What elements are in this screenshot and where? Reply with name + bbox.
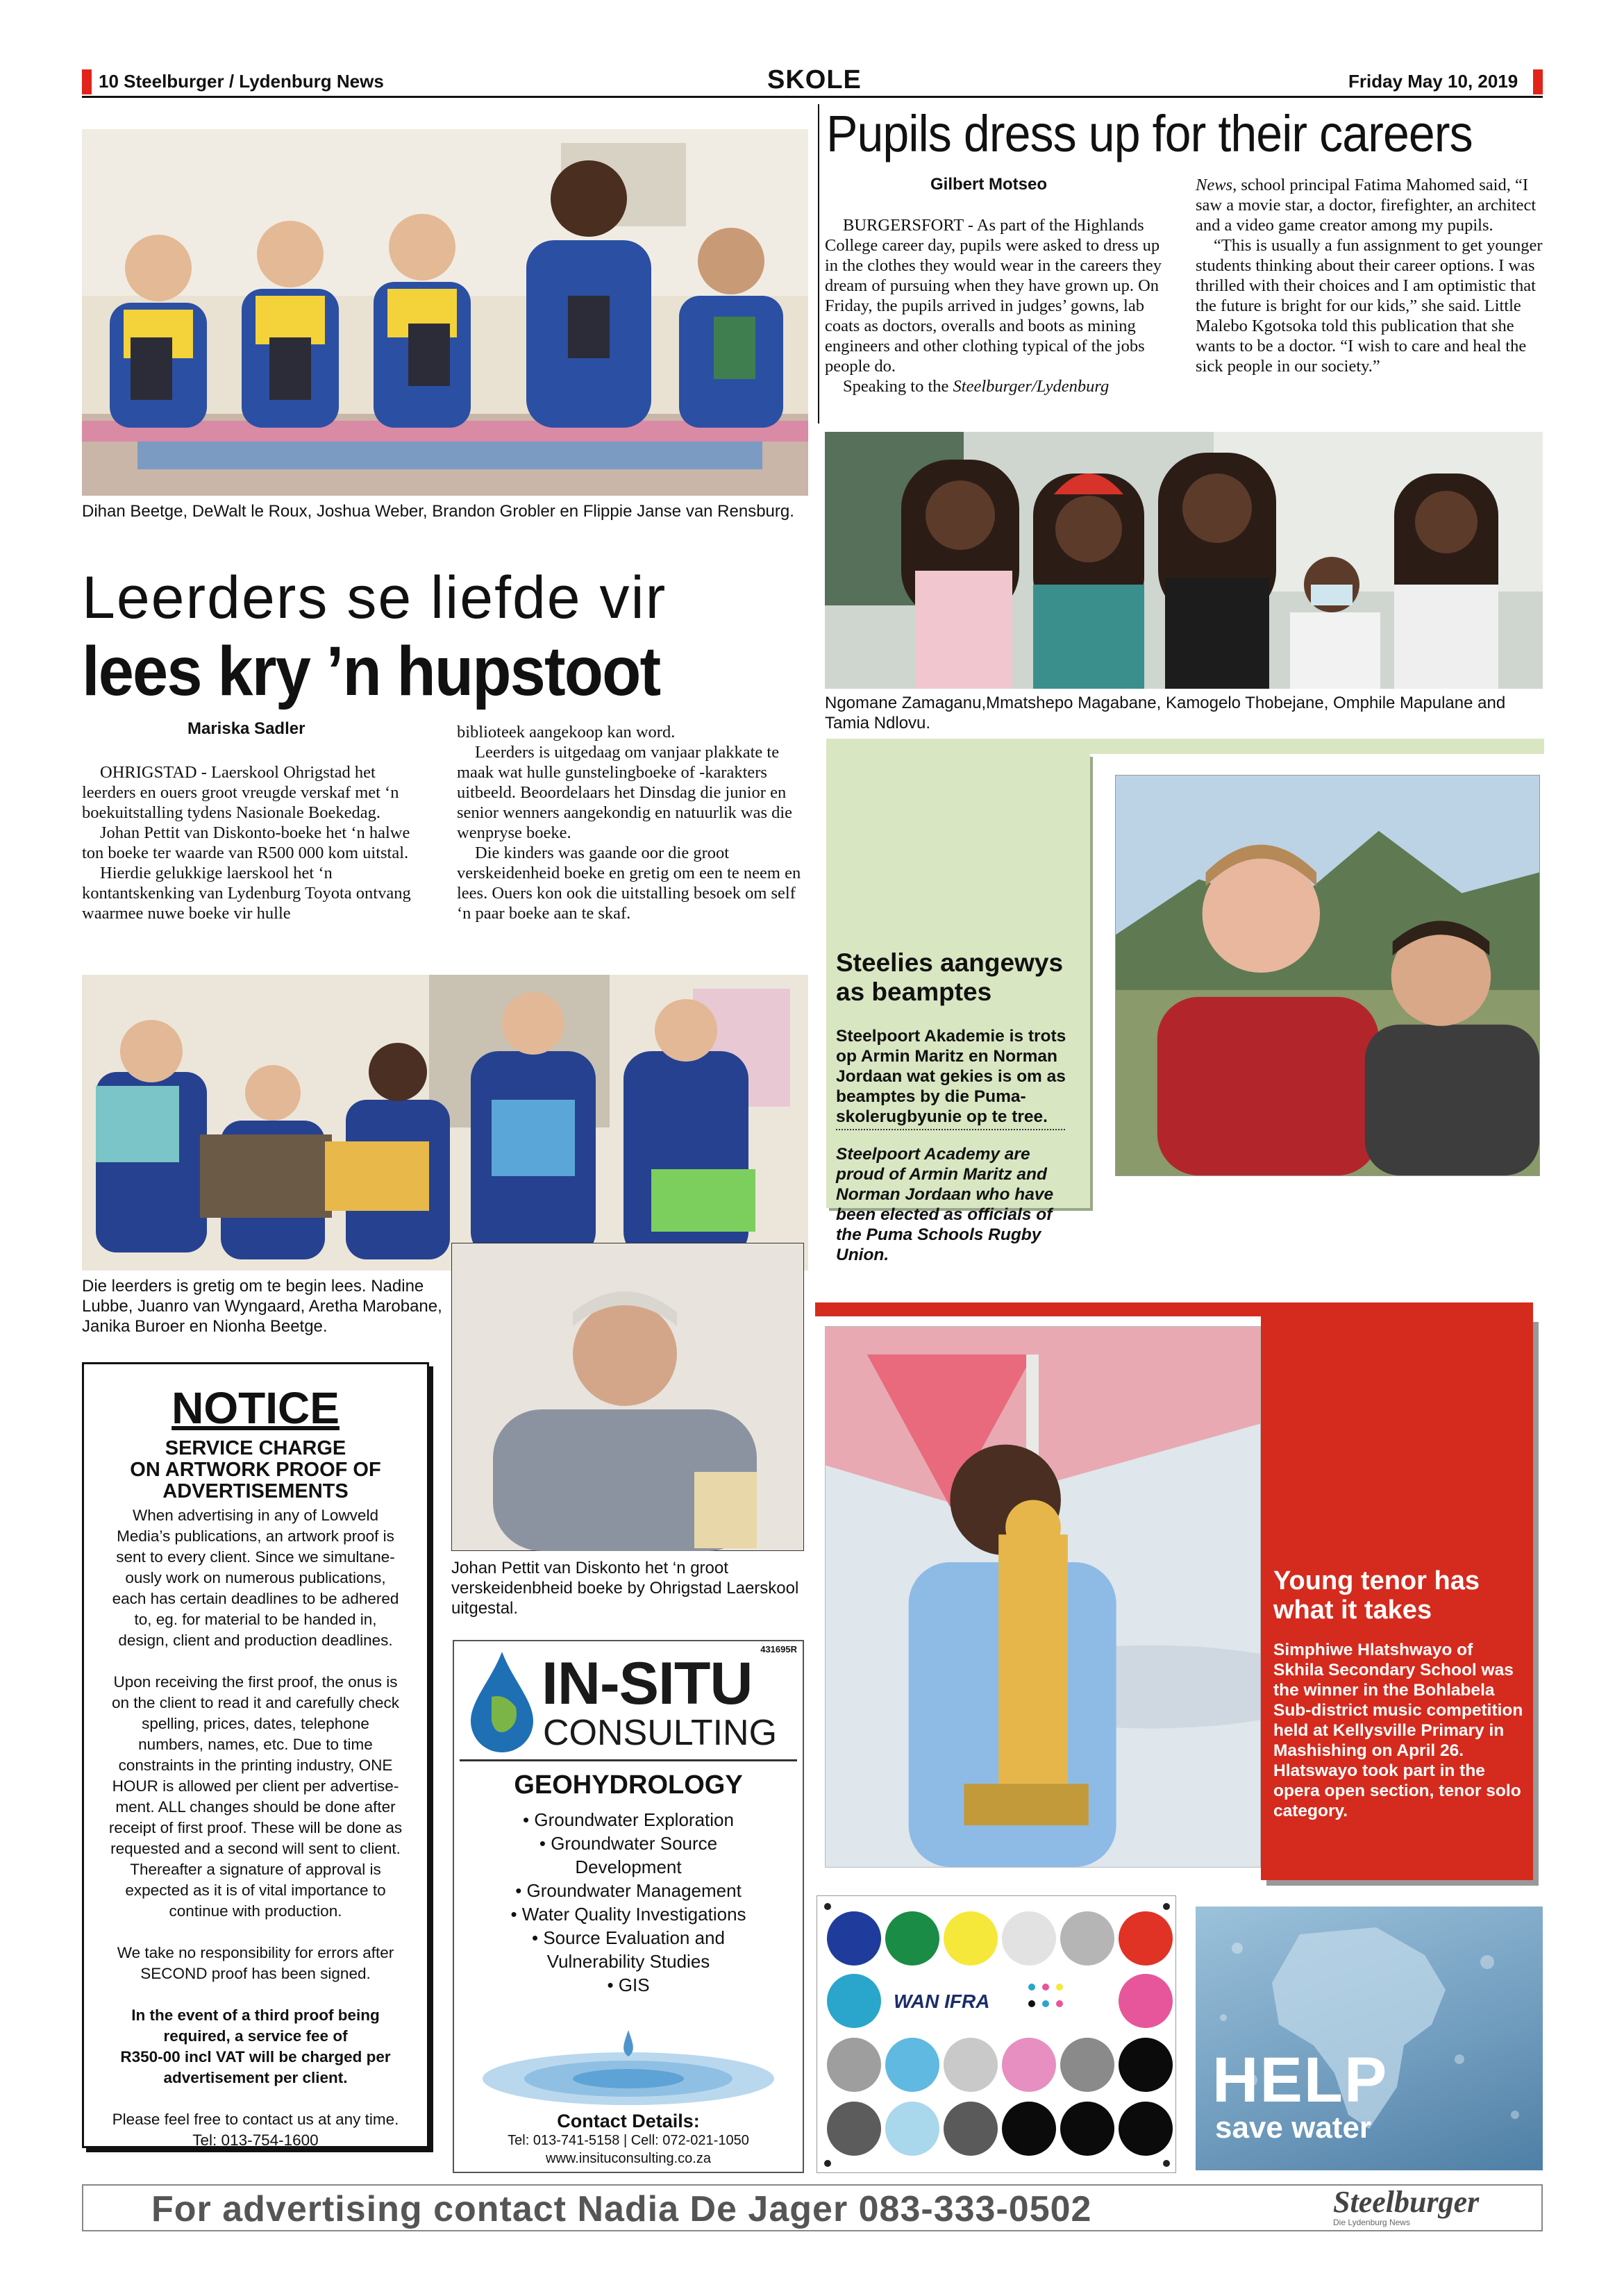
help-ad-line2: save water [1215,2111,1372,2145]
insitu-service-item: Development [575,1857,682,1877]
help-save-water-ad [1196,1907,1543,2170]
notice-line: advertisement per client. [163,2069,348,2086]
photo-johan-pettit [451,1243,804,1551]
notice-line: Tel: 013-754-1600 [192,2131,319,2149]
photo-reading-pupils [82,975,808,1271]
water-ripple-graphic [475,2023,782,2106]
tenor-body: Simphiwe Hlatshwayo of Skhila Secondary School was the winner in the Bohlabela Sub-district music competition held at Kellysville Primary in Mashishing on April 26. Hlatswayo took part in the opera open section, tenor solo category. [1273,1641,1523,1820]
steelies-english: Steelpoort Academy are proud of Armin Maritz and Norman Jordaan who have been elected as officials of the Puma Schools Rugby Union. [836,1145,1054,1264]
registration-mark-icon [824,2160,831,2167]
steelies-section [826,739,1544,1264]
column-divider [818,104,819,424]
notice-paragraph-3 [84,1943,427,1984]
photo-career-pupils [825,432,1543,689]
insitu-service-item: • Water Quality Investigations [510,1904,746,1925]
footer-bar [82,2184,1543,2231]
color-swatch [944,2102,998,2156]
notice-paragraph-1 [84,1505,427,1651]
photo-tenor [825,1326,1261,1868]
insitu-contact-title: Contact Details: [557,2111,700,2131]
notice-line: spelling, prices, dates, telephone [142,1715,369,1732]
notice-line: When advertising in any of Lowveld [133,1507,378,1524]
color-swatch [1002,1911,1056,1966]
header-date: Friday May 10, 2019 [1348,71,1518,92]
leerders-column-2 [457,722,804,923]
pupils-col2-p2: “This is usually a fun assignment to get younger students thinking about their career options. I was thrilled with their choices and I am optimistic that the future is bright for our kids,” she said. Little Malebo Kgotsoka told this publication that she wants to be a doctor. “I wish to care and heal the sick people in our society.” [1196,236,1543,376]
leerders-col2-p1: biblioteek aangekoop kan word. [457,723,676,741]
color-swatch [1060,2102,1114,2156]
insitu-brand-line1: IN-SITU [542,1650,753,1717]
insitu-brand-line2: CONSULTING [543,1713,778,1753]
color-swatch [885,1911,939,1966]
header-left-marker [82,69,92,94]
notice-line: ment. ALL changes should be done after [115,1798,396,1816]
insitu-contact-web: www.insituconsulting.co.za [546,2151,711,2166]
notice-line: In the event of a third proof being [131,2006,380,2024]
header-rule [82,96,1543,98]
insitu-ref: 431695R [760,1644,797,1654]
header-left-text: 10 Steelburger / Lydenburg News [99,71,384,92]
color-swatch [1002,2038,1056,2092]
notice-subtitle-line: ADVERTISEMENTS [162,1480,349,1502]
insitu-service-item: • Groundwater Management [515,1880,742,1901]
notice-line: We take no responsibility for errors after [117,1944,394,1961]
color-swatch [1002,2102,1056,2156]
tenor-top-band [815,1302,1533,1316]
pupils-col2-italic: News [1196,176,1233,194]
color-swatch [885,2038,939,2092]
insitu-service-item: • Groundwater Exploration [523,1809,734,1830]
notice-line: requested and a second will sent to client. [110,1840,401,1857]
notice-line: SECOND proof has been signed. [140,1965,371,1982]
leerders-col1-p2: Johan Pettit van Diskonto-boeke het ‘n halwe ton boeke ter waarde van R500 000 kom uitstal. [82,823,410,862]
footer-advertising-contact: For advertising contact Nadia De Jager 083-333-0502 [151,2189,1092,2229]
photo3-caption: Johan Pettit van Diskonto het ‘n groot verskeidenbheid boeke by Ohrigstad Laerskool uitgestal. [451,1559,799,1618]
leerders-col2-p2: Leerders is uitgedaag om vanjaar plakkate te maak wat hulle gunstelingboeke of -karakters uitbeeld. Beoordelaars het Dinsdag die junior en senior wenners aangekondig en natuurlik was die wenpryse boeke. [457,743,793,842]
leerders-headline-line1: Leerders se liefde vir [82,564,667,631]
notice-line: design, client and production deadlines. [118,1632,393,1649]
color-swatch [1060,2038,1114,2092]
notice-line: to, eg. for material to be handed in, [134,1611,377,1628]
registration-mark-icon [1163,1903,1170,1910]
pupils-headline: Pupils dress up for their careers [826,105,1473,162]
notice-paragraph-5 [84,2109,427,2151]
notice-paragraph-4 [84,2005,427,2088]
notice-line: Upon receiving the first proof, the onus is [113,1673,398,1691]
pupils-column-2 [1196,175,1543,376]
color-swatch [827,1974,881,2028]
header-right-marker [1533,69,1543,94]
steelies-title: Steelies aangewys as beamptes [836,948,1064,1006]
notice-box [82,1362,429,2148]
notice-subtitle-line: SERVICE CHARGE [165,1437,346,1459]
steelburger-logo-sub: Die Lydenburg News [1333,2218,1410,2227]
steelies-afrikaans: Steelpoort Akademie is trots op Armin Maritz en Norman Jordaan wat gekies is om as beamptes by die Puma-skolerugbyunie op te tree. [836,1027,1066,1126]
tenor-section [815,1302,1547,1880]
notice-line: Thereafter a signature of approval is [130,1861,381,1878]
steelies-top-band [826,739,1544,754]
photo-rugby-officials [1115,775,1540,1176]
notice-line: numbers, names, etc. Due to time [138,1736,373,1753]
steelburger-logo-text: Steelburger [1333,2185,1480,2219]
pupils-col1-italic: Steelburger/Lydenburg [953,377,1110,396]
color-swatch [944,2038,998,2092]
help-ad-line1: HELP [1212,2045,1389,2115]
section-title: SKOLE [767,65,862,94]
insitu-service: GEOHYDROLOGY [514,1770,743,1800]
notice-line: each has certain deadlines to be adhered [112,1590,399,1607]
pupils-column-1 [825,215,1162,396]
color-swatch [885,2102,939,2156]
leerders-headline-line2: lees kry ’n hupstoot [82,632,660,710]
color-swatch [1119,1911,1173,1966]
insitu-ad [453,1640,804,2173]
pupils-col1-p1: BURGERSFORT - As part of the Highlands College career day, pupils were asked to dress up in the clothes they would wear in the careers they dream of pursuing when they have grown up. On Friday, the pupils arrived in judges’ gowns, lab coats as doctors, overalls and boots as mining engineers and other clothing typical of the jobs people do. [825,216,1162,376]
notice-line: Media’s publications, an artwork proof is [117,1527,394,1545]
insitu-service-item: • Groundwater Source [539,1833,718,1854]
notice-paragraph-2 [84,1672,427,1922]
notice-line: R350-00 incl VAT will be charged per [120,2048,391,2065]
leerders-col1-p3: Hierdie gelukkige laerskool het ‘n kontantskenking van Lydenburg Toyota ontvang waarmee nuwe boeke vir hulle [82,864,411,923]
steelburger-logo [1333,2187,1534,2227]
pupils-col1-text: Speaking to the [843,377,949,396]
pupils-byline: Gilbert Motseo [930,175,1048,194]
pupils-photo-caption: Ngomane Zamaganu,Mmatshepo Magabane, Kamogelo Thobejane, Omphile Mapulane and Tamia Ndlovu. [825,694,1506,732]
pupils-col2-p1 [1196,175,1543,235]
insitu-rule [460,1759,797,1761]
notice-subtitle-line: ON ARTWORK PROOF OF [130,1459,381,1481]
pupils-col2-text: , school principal Fatima Mahomed said, “I saw a movie star, a doctor, firefighter, an architect and a video game creator among my pupils. [1196,176,1537,235]
leerders-col1-p1: OHRIGSTAD - Laerskool Ohrigstad het leerders en ouers groot vreugde verskaf met ‘n boekuitstalling tydens Nasionale Boekedag. [82,763,399,822]
pupils-col1-p2 [825,376,1162,396]
color-swatch [1119,2102,1173,2156]
notice-line: ously work on numerous publications, [125,1569,386,1586]
notice-subtitle [84,1438,427,1502]
color-swatch [1119,1974,1173,2028]
steelies-text-panel [826,754,1090,1264]
steelies-divider [836,1129,1065,1130]
color-swatch [1119,2038,1173,2092]
notice-line: constraints in the printing industry, ONE [118,1757,393,1774]
insitu-service-item: • Source Evaluation and [532,1927,725,1948]
photo2-caption: Die leerders is gretig om te begin lees. Nadine Lubbe, Juanro van Wyngaard, Aretha Marobane, Janika Buroer en Nionha Beetge. [82,1277,442,1336]
leerders-col2-p3: Die kinders was gaande oor die groot verskeidenheid boeke en gretig om een te neem en lees. Ouers kon ook die uitstalling besoek om self ‘n paar boeke aan te skaf. [457,844,801,923]
insitu-service-item: • GIS [607,1975,650,1995]
color-registration-panel [817,1895,1176,2173]
tenor-text-panel [1261,1316,1533,1880]
insitu-services-list [454,1808,803,1997]
notice-line: HOUR is allowed per client per advertise- [112,1777,399,1795]
color-swatch [827,2038,881,2092]
photo-book-pupils [82,129,808,496]
notice-line: receipt of first proof. These will be done as [108,1819,403,1836]
color-dots-icon [1026,1979,1067,2021]
notice-line: sent to every client. Since we simultane- [116,1548,395,1566]
notice-title: NOTICE [171,1383,340,1433]
color-swatch [944,1911,998,1966]
notice-line: expected as it is of vital importance to [125,1882,386,1899]
tenor-title: Young tenor has what it takes [1273,1566,1480,1625]
water-drop-icon [464,1648,540,1752]
notice-line: Please feel free to contact us at any time. [112,2111,399,2128]
color-swatch [827,1911,881,1966]
notice-line: required, a service fee of [163,2027,348,2045]
notice-line: continue with production. [169,1902,342,1920]
registration-mark-icon [824,1903,831,1910]
insitu-contact-phone: Tel: 013-741-5158 | Cell: 072-021-1050 [508,2133,749,2148]
insitu-service-item: Vulnerability Studies [546,1951,710,1972]
color-swatch [1060,1911,1114,1966]
notice-line: on the client to read it and carefully check [112,1694,399,1711]
photo1-caption: Dihan Beetge, DeWalt le Roux, Joshua Weber, Brandon Grobler en Flippie Janse van Rensburg. [82,502,794,521]
registration-mark-icon [1163,2160,1170,2167]
leerders-column-1 [82,762,414,923]
wan-ifra-logo: WAN IFRA [894,1991,990,2012]
color-swatch [827,2102,881,2156]
leerders-byline: Mariska Sadler [187,719,305,738]
